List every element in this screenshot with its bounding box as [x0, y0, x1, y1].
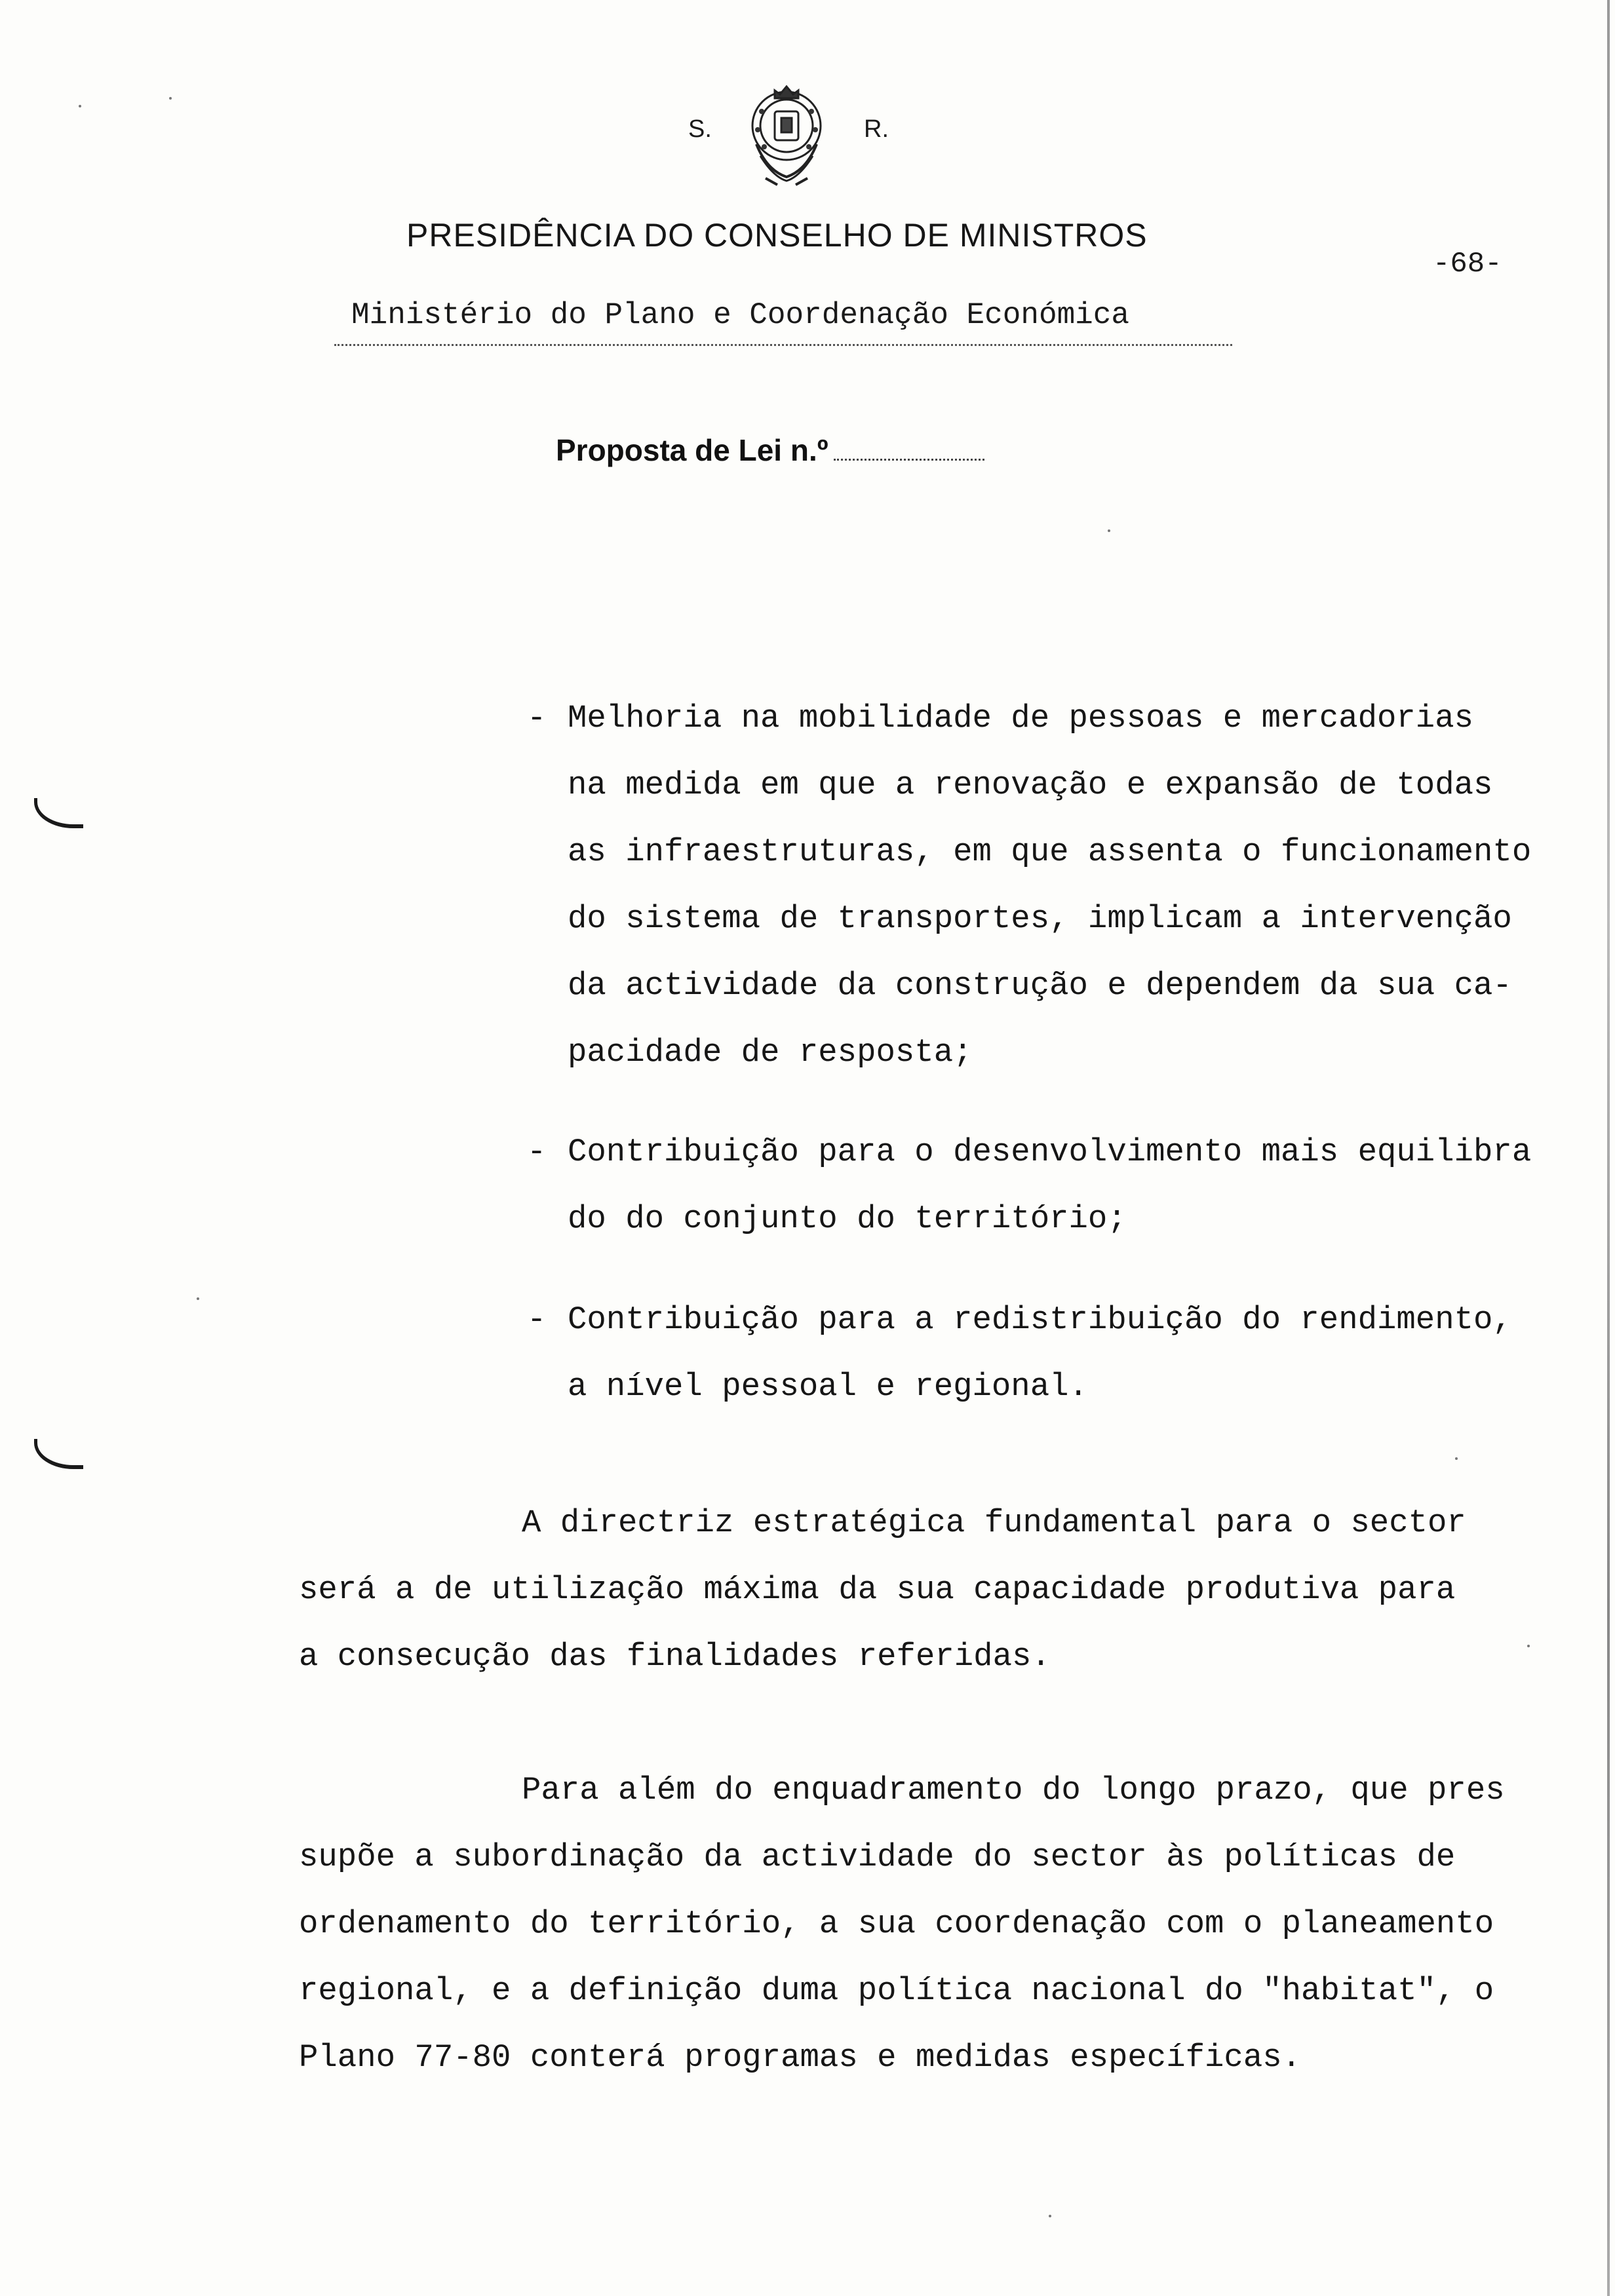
binder-hole-mark: [34, 1439, 83, 1469]
bullet-2-line-1: Contribuição para o desenvolvimento mais equilibra: [568, 1134, 1532, 1170]
scan-speck: [197, 1297, 199, 1300]
scan-speck: [1049, 2215, 1051, 2217]
paragraph-2-line-1: Para além do enquadramento do longo prazo, que pres: [522, 1772, 1505, 1808]
bullet-3-line-1: Contribuição para a redistribuição do rendimento,: [568, 1301, 1512, 1338]
bullet-1-line-4: do sistema de transportes, implicam a intervenção: [568, 900, 1512, 937]
bullet-1-line-1: Melhoria na mobilidade de pessoas e mercadorias: [568, 700, 1474, 737]
bullet-dash: -: [527, 1134, 547, 1170]
paragraph-2-line-5: Plano 77-80 conterá programas e medidas específicas.: [299, 2039, 1302, 2076]
proposal-heading: [556, 432, 984, 468]
paragraph-1-line-1: A directriz estratégica fundamental para o sector: [522, 1504, 1466, 1541]
header-s-letter: S.: [688, 115, 712, 143]
bullet-3-line-2: a nível pessoal e regional.: [568, 1368, 1088, 1405]
binder-hole-mark: [34, 798, 83, 828]
proposal-number-blank: [834, 440, 984, 461]
proposal-label: Proposta de Lei n.º: [556, 433, 828, 467]
ministry-name: Ministério do Plano e Coordenação Económica: [351, 298, 1129, 332]
header-r-letter: R.: [864, 115, 889, 143]
institution-title: PRESIDÊNCIA DO CONSELHO DE MINISTROS: [406, 217, 1148, 254]
paragraph-2-line-4: regional, e a definição duma política nacional do "habitat", o: [299, 1972, 1494, 2009]
paragraph-1-line-3: a consecução das finalidades referidas.: [299, 1638, 1051, 1675]
ministry-underline: [334, 344, 1232, 346]
bullet-1-line-5: da actividade da construção e dependem da sua ca-: [568, 967, 1512, 1004]
scan-speck: [169, 97, 172, 100]
bullet-1-line-6: pacidade de resposta;: [568, 1034, 973, 1071]
scan-speck: [79, 105, 81, 107]
bullet-1-line-3: as infraestruturas, em que assenta o funcionamento: [568, 833, 1532, 870]
bullet-1-line-2: na medida em que a renovação e expansão de todas: [568, 767, 1493, 803]
page-edge-shadow: [1607, 0, 1610, 2296]
bullet-dash: -: [527, 1301, 547, 1338]
coat-of-arms-seal-icon: [734, 79, 839, 190]
scan-speck: [1108, 529, 1110, 532]
page-number: -68-: [1433, 248, 1502, 280]
bullet-2-line-2: do do conjunto do território;: [568, 1200, 1127, 1237]
bullet-dash: -: [527, 700, 547, 737]
scan-speck: [1455, 1457, 1458, 1460]
paragraph-2-line-2: supõe a subordinação da actividade do sector às políticas de: [299, 1839, 1456, 1875]
paragraph-2-line-3: ordenamento do território, a sua coordenação com o planeamento: [299, 1905, 1494, 1942]
paragraph-1-line-2: será a de utilização máxima da sua capacidade produtiva para: [299, 1571, 1456, 1608]
scan-speck: [1527, 1645, 1530, 1647]
